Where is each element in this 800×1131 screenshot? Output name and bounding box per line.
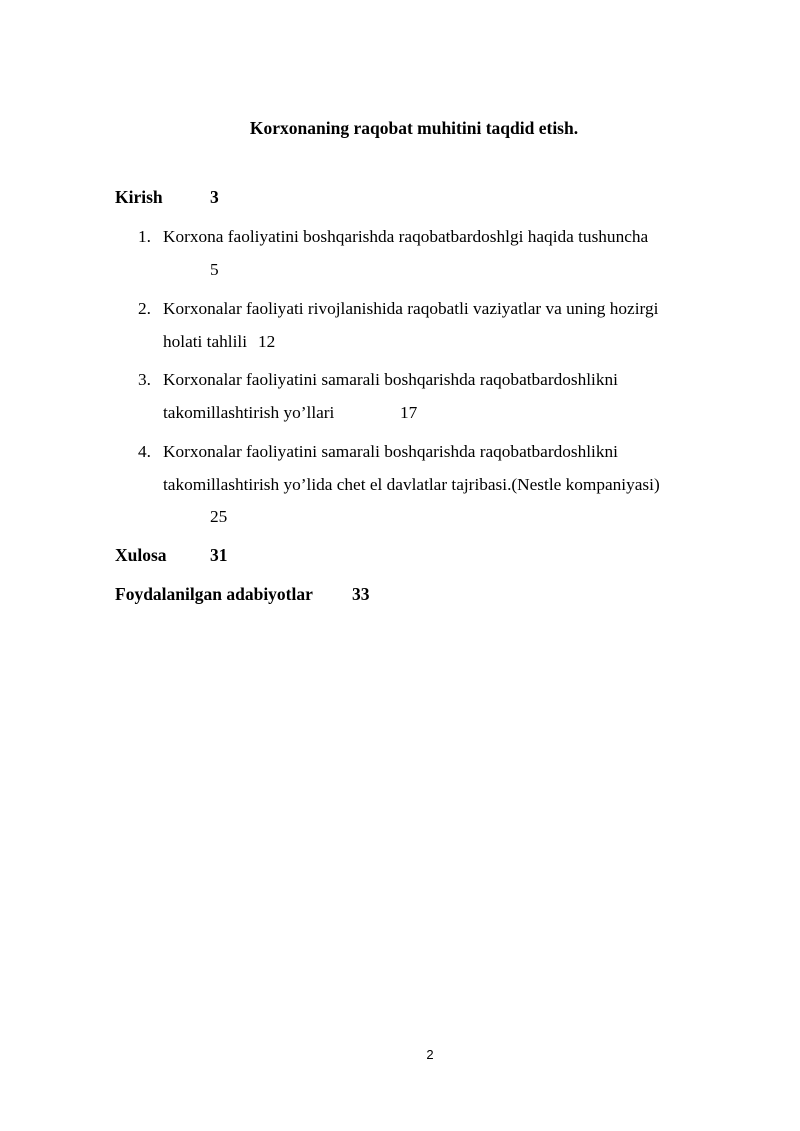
toc-item-4	[138, 436, 718, 534]
toc-intro-label: Kirish	[115, 187, 163, 207]
toc-item-1	[138, 221, 718, 286]
page-number: 2	[426, 1047, 434, 1062]
toc-item-text-line: Korxona faoliyatini boshqarishda raqobatbardoshlgi haqida tushuncha	[163, 227, 649, 246]
toc-item-text-line: takomillashtirish yo’llari	[163, 402, 335, 422]
toc-item-page: 25	[210, 507, 228, 526]
toc-item-number: 4.	[138, 442, 151, 461]
toc-item-page: 5	[210, 259, 219, 279]
toc-entry-conclusion	[115, 544, 228, 566]
toc-entry-references	[115, 583, 370, 605]
toc-item-text-line: Korxonalar faoliyatini samarali boshqarishda raqobatbardoshlikni	[163, 442, 618, 461]
toc-references-page: 33	[352, 584, 370, 604]
toc-item-page: 17	[400, 402, 418, 422]
toc-item-3	[138, 364, 718, 429]
toc-item-text-line: Korxonalar faoliyatini samarali boshqarishda raqobatbardoshlikni	[163, 370, 618, 389]
toc-item-number: 1.	[138, 227, 151, 246]
toc-entry-intro	[115, 186, 219, 208]
toc-item-text-line: takomillashtirish yo’lida chet el davlatlar tajribasi.(Nestle kompaniyasi)	[163, 474, 660, 494]
toc-conclusion-label: Xulosa	[115, 545, 167, 565]
toc-item-text-line: holati tahlili	[163, 331, 247, 351]
document-title: Korxonaning raqobat muhitini taqdid etish.	[249, 118, 579, 138]
toc-item-number: 2.	[138, 299, 151, 318]
toc-item-page: 12	[258, 331, 276, 351]
toc-intro-page: 3	[210, 187, 219, 207]
toc-conclusion-page: 31	[210, 545, 228, 565]
toc-references-label: Foydalanilgan adabiyotlar	[115, 584, 313, 604]
toc-item-number: 3.	[138, 370, 151, 389]
toc-item-2	[138, 293, 718, 358]
toc-item-text-line: Korxonalar faoliyati rivojlanishida raqobatli vaziyatlar va uning hozirgi	[163, 299, 659, 318]
